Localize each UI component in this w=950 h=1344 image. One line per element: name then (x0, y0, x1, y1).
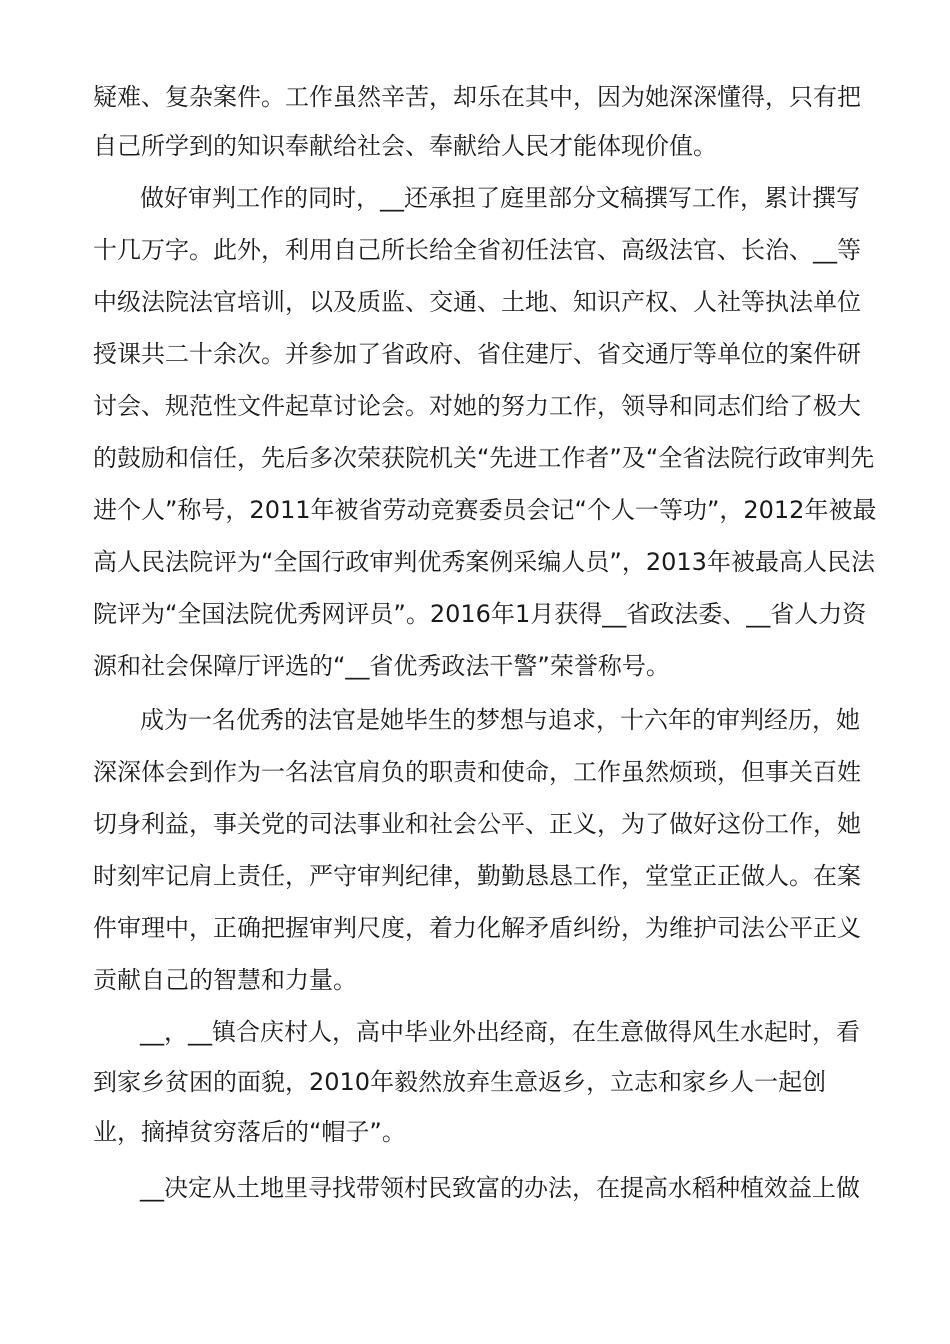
text-line: 进个人”称号，2011年被省劳动竞赛委员会记“个人一等功”，2012年被最 (93, 496, 877, 524)
text-line: 源和社会保障厅评选的“__省优秀政法干警”荣誉称号。 (93, 652, 670, 680)
text-line: 十几万字。此外，利用自己所长给全省初任法官、高级法官、长治、__等 (93, 236, 861, 264)
text-line: 到家乡贫困的面貌，2010年毅然放弃生意返乡，立志和家乡人一起创 (93, 1068, 827, 1096)
text-line: 院评为“全国法院优秀网评员”。2016年1月获得__省政法委、__省人力资 (93, 600, 867, 628)
text-line: 授课共二十余次。并参加了省政府、省住建厅、省交通厅等单位的案件研 (93, 340, 861, 368)
text-line: 贡献自己的智慧和力量。 (93, 966, 357, 994)
text-line: 件审理中，正确把握审判尺度，着力化解矛盾纠纷，为维护司法公平正义 (93, 914, 861, 942)
paragraph-start: 成为一名优秀的法官是她毕生的梦想与追求，十六年的审判经历，她 (140, 706, 860, 734)
text-line: 讨会、规范性文件起草讨论会。对她的努力工作，领导和同志们给了极大 (93, 392, 861, 420)
text-line: 自己所学到的知识奉献给社会、奉献给人民才能体现价值。 (93, 132, 717, 160)
paragraph-start: __决定从土地里寻找带领村民致富的办法，在提高水稻种植效益上做 (140, 1174, 860, 1202)
text-line: 业，摘掉贫穷落后的“帽子”。 (93, 1118, 406, 1146)
text-line: 切身利益，事关党的司法事业和社会公平、正义，为了做好这份工作，她 (93, 810, 861, 838)
paragraph-start: 做好审判工作的同时，__还承担了庭里部分文稿撰写工作，累计撰写 (140, 184, 860, 212)
text-line: 高人民法院评为“全国行政审判优秀案例采编人员”，2013年被最高人民法 (93, 548, 875, 576)
text-line: 时刻牢记肩上责任，严守审判纪律，勤勤恳恳工作，堂堂正正做人。在案 (93, 862, 861, 890)
text-line: 深深体会到作为一名法官肩负的职责和使命，工作虽然烦琐，但事关百姓 (93, 758, 861, 786)
text-line: 中级法院法官培训，以及质监、交通、土地、知识产权、人社等执法单位 (93, 288, 861, 316)
text-line: 的鼓励和信任，先后多次荣获院机关“先进工作者”及“全省法院行政审判先 (93, 444, 875, 472)
text-line: 疑难、复杂案件。工作虽然辛苦，却乐在其中，因为她深深懂得，只有把 (93, 83, 861, 111)
paragraph-start: __，__镇合庆村人，高中毕业外出经商，在生意做得风生水起时，看 (140, 1018, 860, 1046)
